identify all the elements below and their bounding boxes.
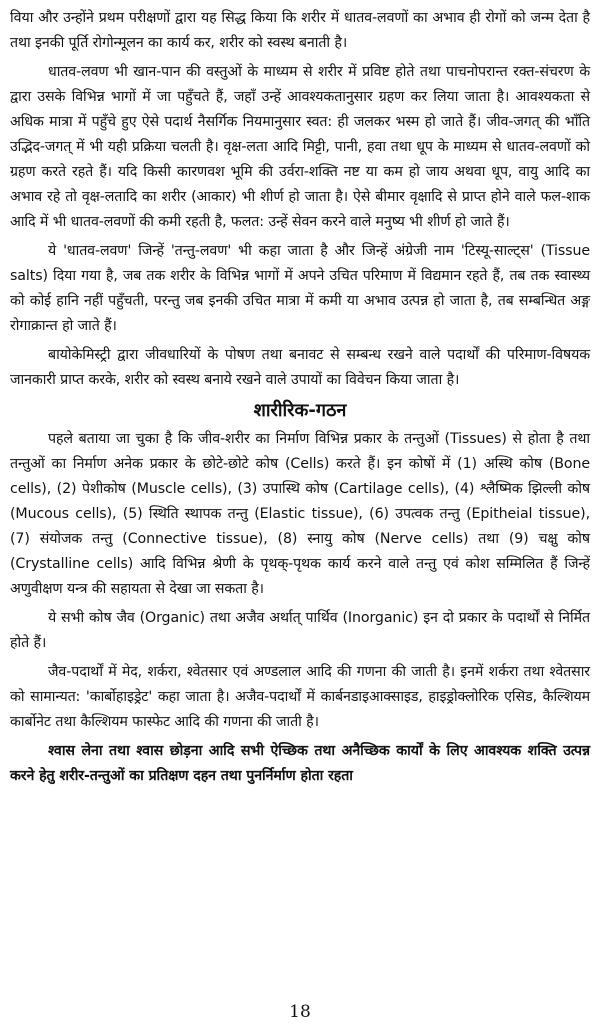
paragraph-continued: विया और उन्होंने प्रथम परीक्षणों द्वारा यह सिद्ध किया कि शरीर में धातव-लवणों का अभाव ही रोगों को जन्म देता है तथा इनकी पूर्ति रोगोन्मूलन का कार्य कर, शरीर को स्वस्थ बनाती है।: [10, 10, 590, 51]
paragraph-respiration: श्वास लेना तथा श्वास छोड़ना आदि सभी ऐच्छिक तथा अनैच्छिक कार्यों के लिए आवश्यक शक्ति उत्पन्न करने हेतु शरीर-तन्तुओं का प्रतिक्षण दहन तथा पुनर्निर्माण होता रहता: [10, 743, 590, 784]
paragraph-mineral-salts-intake: धातव-लवण भी खान-पान की वस्तुओं के माध्यम से शरीर में प्रविष्ट होते तथा पाचनोपरान्त रक्त-संचरण के द्वारा उसके विभिन्न भागों में जा पहुँचते हैं, जहाँ उन्हें आवश्यकतानुसार ग्रहण कर लिया जाता है। आवश्यकता से अधिक मात्रा में पहुँचे हुए ऐसे पदार्थ नैसर्गिक नियमानुसार स्वत: ही जलकर भस्म हो जाते हैं। जीव-जगत् की भाँति उद्भिद-जगत् में भी यही प्रक्रिया चलती है। वृक्ष-लता आदि मिट्टी, पानी, हवा तथा धूप के माध्यम से धातव-लवणों को ग्रहण करते रहते हैं। यदि किसी कारणवश भूमि की उर्वरा-शक्ति नष्ट या कम हो जाय अथवा धूप, वायु आदि का अभाव रहे तो वृक्ष-लतादि का शरीर (आकार) भी शीर्ण हो जाता है। ऐसे बीमार वृक्षादि से प्राप्त होने वाले फल-शाक आदि में भी धातव-लवणों की कमी रहती है, फलत: उन्हें सेवन करने वाले मनुष्य भी शीर्ण हो जाते हैं।: [10, 64, 590, 230]
page-number: 18: [289, 1002, 311, 1022]
paragraph-biochemistry: बायोकेमिस्ट्री द्वारा जीवधारियों के पोषण तथा बनावट से सम्बन्ध रखने वाले पदार्थों की परिमाण-विषयक जानकारी प्राप्त करके, शरीर को स्वस्थ बनाये रखने वाले उपायों का विवेचन किया जाता है।: [10, 347, 590, 388]
paragraph-tissue-salts: ये 'धातव-लवण' जिन्हें 'तन्तु-लवण' भी कहा जाता है और जिन्हें अंग्रेजी नाम 'टिस्यू-साल्ट्स' (Tissue salts) दिया गया है, जब तक शरीर के विभिन्न भागों में अपने उचित परिमाण में विद्यमान रहते हैं, तब तक स्वास्थ्य को कोई हानि नहीं पहुँचती, परन्तु जब इनकी उचित मात्रा में कमी या अभाव उत्पन्न हो जाता है, तब सम्बन्धित अङ्ग रोगाक्रान्त हो जाते हैं।: [10, 243, 590, 334]
paragraph-substances: जैव-पदार्थों में मेद, शर्करा, श्वेतसार एवं अण्डलाल आदि की गणना की जाती है। इनमें शर्करा तथा श्वेतसार को सामान्यत: 'कार्बोहाइड्रेट' कहा जाता है। अजैव-पदार्थों में कार्बनडाइआक्साइड, हाइड्रोक्लोरिक एसिड, कैल्शियम कार्बोनेट तथा कैल्शियम फास्फेट आदि की गणना की जाती है।: [10, 664, 590, 730]
paragraph-organic-inorganic: ये सभी कोष जैव (Organic) तथा अजैव अर्थात् पार्थिव (Inorganic) इन दो प्रकार के पदार्थों से निर्मित होते हैं।: [10, 610, 590, 651]
section-heading: शारीरिक-गठन: [253, 400, 347, 421]
paragraph-tissues-and-cells: पहले बताया जा चुका है कि जीव-शरीर का निर्माण विभिन्न प्रकार के तन्तुओं (Tissues) से होता है तथा तन्तुओं का निर्माण अनेक प्रकार के छोटे-छोटे कोष (Cells) करते हैं। इन कोषों में (1) अस्थि कोष (Bone cells), (2) पेशीकोष (Muscle cells), (3) उपास्थि कोष (Cartilage cells), (4) श्लैष्मिक झिल्ली कोष (Mucous cells), (5) स्थिति स्थापक तन्तु (Elastic tissue), (6) उपत्वक तन्तु (Epitheial tissue), (7) संयोजक तन्तु (Connective tissue), (8) स्नायु कोष (Nerve cells) तथा (9) चक्षु कोष (Crystalline cells) आदि विभिन्न श्रेणी के पृथक्-पृथक कार्य करने वाले तन्तु एवं कोश सम्मिलित हैं जिन्हें अणुवीक्षण यन्त्र की सहायता से देखा जा सकता है।: [10, 431, 590, 597]
